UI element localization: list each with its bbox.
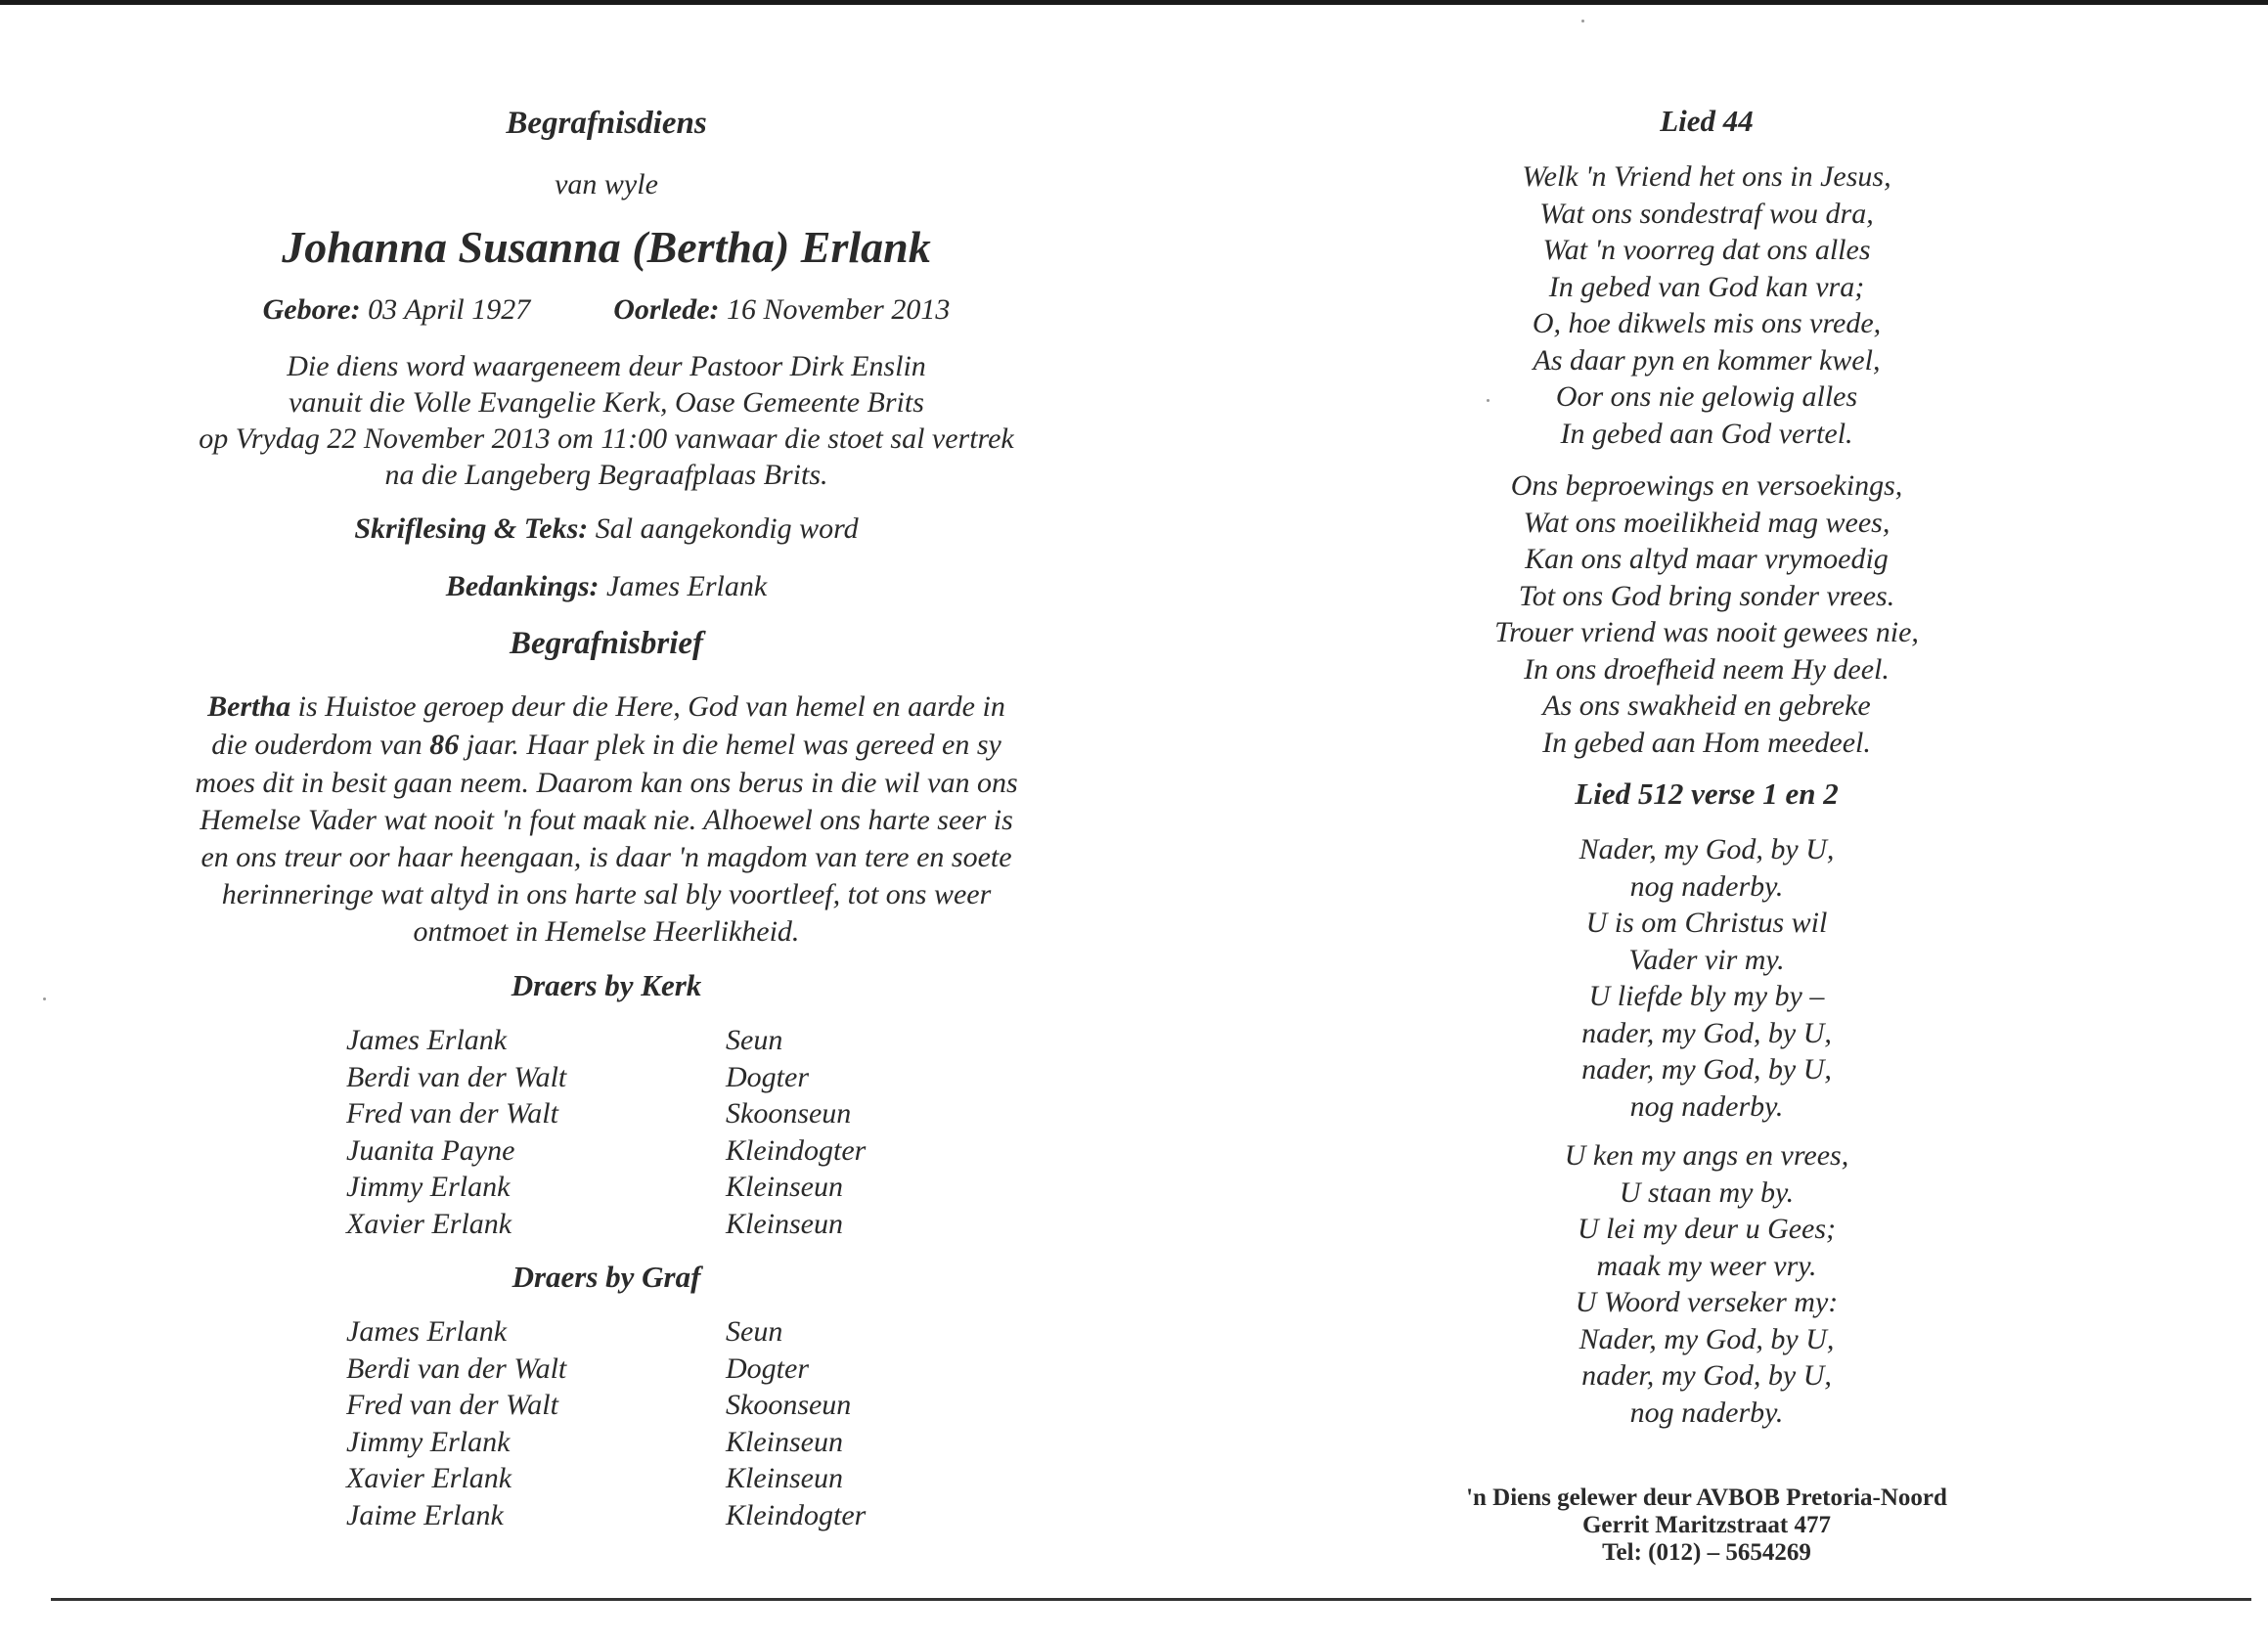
service-line: na die Langeberg Begraafplaas Brits. [384,459,828,491]
hymn-line: Vader vir my. [1628,943,1785,976]
letter-line: en ons treur oor haar heengaan, is daar 'n magdom van tere en soete [200,841,1012,873]
hymn-line: Wat ons sondestraf wou dra, [1539,197,1874,230]
hymn-line: Tot ons God bring sonder vrees. [1518,579,1895,612]
bearer-relation: Kleindogter [726,1498,867,1531]
service-subtitle: van wyle [555,168,658,200]
hymn-line: In gebed van God kan vra; [1548,270,1865,303]
hymn-line: nog naderby. [1629,869,1784,903]
bearer-relation: Kleinseun [726,1207,843,1240]
scan-speck [1581,20,1584,22]
bearer-name: Fred van der Walt [346,1097,558,1130]
hymn-line: Welk 'n Vriend het ons in Jesus, [1522,160,1891,193]
hymn-line: Ons beproewings en versoekings, [1510,469,1903,502]
footer-line: Tel: (012) – 5654269 [1602,1539,1811,1566]
letter-line: Bertha is Huistoe geroep deur die Here, God van hemel en aarde in [207,690,1005,723]
bearer-name: Juanita Payne [346,1133,515,1167]
scan-speck [43,997,46,1000]
letter-title: Begrafnisbrief [510,626,703,661]
born-date: 03 April 1927 [368,293,531,326]
hymn-line: Oor ons nie gelowig alles [1555,380,1858,413]
service-title: Begrafnisdiens [506,106,707,141]
hymn-line: O, hoe dikwels mis ons vrede, [1532,307,1882,339]
hymn-line: As daar pyn en kommer kwel, [1533,343,1881,377]
scripture-value: Sal aangekondig word [595,512,859,545]
bearer-name: Jaime Erlank [346,1498,504,1531]
hymn-line: Kan ons altyd maar vrymoedig [1525,543,1889,575]
bearer-name: Berdi van der Walt [346,1060,567,1093]
hymn-line: U is om Christus wil [1585,907,1828,939]
bearer-relation: Skoonseun [726,1389,852,1421]
letter-line: herinneringe wat altyd in ons harte sal bly voortleef, tot ons weer [221,878,992,910]
thanks-line [147,570,1066,603]
hymn2-title: Lied 512 verse 1 en 2 [1575,776,1839,811]
hymn-line: U staan my by. [1619,1175,1795,1209]
bearer-relation: Kleindogter [726,1133,867,1167]
bearer-relation: Kleinseun [726,1171,843,1203]
letter-line: ontmoet in Hemelse Heerlikheid. [413,915,800,948]
scripture-label: Skriflesing & Teks: [354,512,589,545]
hymn-line: Wat 'n voorreg dat ons alles [1542,234,1871,266]
bearer-relation: Skoonseun [726,1097,852,1130]
hymn-line: nader, my God, by U, [1581,1016,1832,1049]
bearer-name: James Erlank [346,1315,508,1348]
bearer-relation: Seun [726,1315,783,1348]
hymn-line: U Woord verseker my: [1575,1286,1839,1318]
bearer-name: Jimmy Erlank [346,1171,511,1203]
hymn-line: In gebed aan Hom meedeel. [1542,726,1871,759]
service-line: op Vrydag 22 November 2013 om 11:00 vanwaar die stoet sal vertrek [199,422,1014,455]
footer-line: 'n Diens gelewer deur AVBOB Pretoria-Noord [1466,1485,1947,1511]
hymn-line: In gebed aan God vertel. [1560,417,1853,450]
hymn-line: In ons droefheid neem Hy deel. [1524,652,1890,686]
bearer-relation: Kleinseun [726,1425,843,1458]
bearer-relation: Dogter [726,1352,809,1385]
deceased-name: Johanna Susanna (Bertha) Erlank [282,222,931,272]
bearer-name: Fred van der Walt [346,1389,558,1421]
scan-speck [1487,399,1490,402]
letter-line: die ouderdom van 86 jaar. Haar plek in die hemel was gereed en sy [211,729,1001,761]
dates-line [147,293,1066,327]
hymn-line: nader, my God, by U, [1581,1053,1832,1086]
hymn-line: U lei my deur u Gees; [1577,1213,1837,1245]
bearer-relation: Seun [726,1024,783,1056]
bearer-relation: Dogter [726,1060,809,1093]
church-bearers-title: Draers by Kerk [511,968,702,1002]
hymn-line: Nader, my God, by U, [1579,833,1835,865]
died-label: Oorlede: [613,293,720,326]
thanks-value: James Erlank [606,570,768,602]
hymn-line: U ken my angs en vrees, [1564,1139,1849,1172]
hymn-line: nog naderby. [1629,1396,1784,1429]
born-label: Gebore: [262,293,361,326]
hymn-line: nog naderby. [1629,1089,1784,1123]
died-date: 16 November 2013 [727,293,951,326]
hymn-line: Nader, my God, by U, [1579,1322,1835,1355]
scripture-line [147,512,1066,546]
scan-top-edge [0,0,2268,5]
bearer-name: Jimmy Erlank [346,1425,511,1458]
service-line: Die diens word waargeneem deur Pastoor Dirk Enslin [287,350,926,382]
bearer-name: Xavier Erlank [346,1207,512,1240]
hymn-line: nader, my God, by U, [1581,1359,1832,1392]
service-line: vanuit die Volle Evangelie Kerk, Oase Gemeente Brits [289,386,924,419]
bearer-relation: Kleinseun [726,1462,843,1494]
hymn-line: maak my weer vry. [1596,1249,1817,1282]
bearer-name: Berdi van der Walt [346,1352,567,1385]
footer-line: Gerrit Maritzstraat 477 [1581,1512,1832,1538]
hymn1-title: Lied 44 [1660,104,1754,138]
bearer-name: Xavier Erlank [346,1462,512,1494]
bearer-name: James Erlank [346,1024,508,1056]
thanks-label: Bedankings: [445,570,600,602]
letter-line: moes dit in besit gaan neem. Daarom kan ons berus in die wil van ons [195,767,1018,799]
hymn-line: U liefde bly my by – [1588,980,1825,1012]
scan-bottom-rule [51,1598,2251,1601]
hymn-line: Trouer vriend was nooit gewees nie, [1494,616,1919,648]
grave-bearers-title: Draers by Graf [511,1260,701,1294]
hymn-line: As ons swakheid en gebreke [1542,689,1871,722]
hymn-line: Wat ons moeilikheid mag wees, [1523,506,1890,539]
letter-line: Hemelse Vader wat nooit 'n fout maak nie. Alhoewel ons harte seer is [200,804,1013,836]
